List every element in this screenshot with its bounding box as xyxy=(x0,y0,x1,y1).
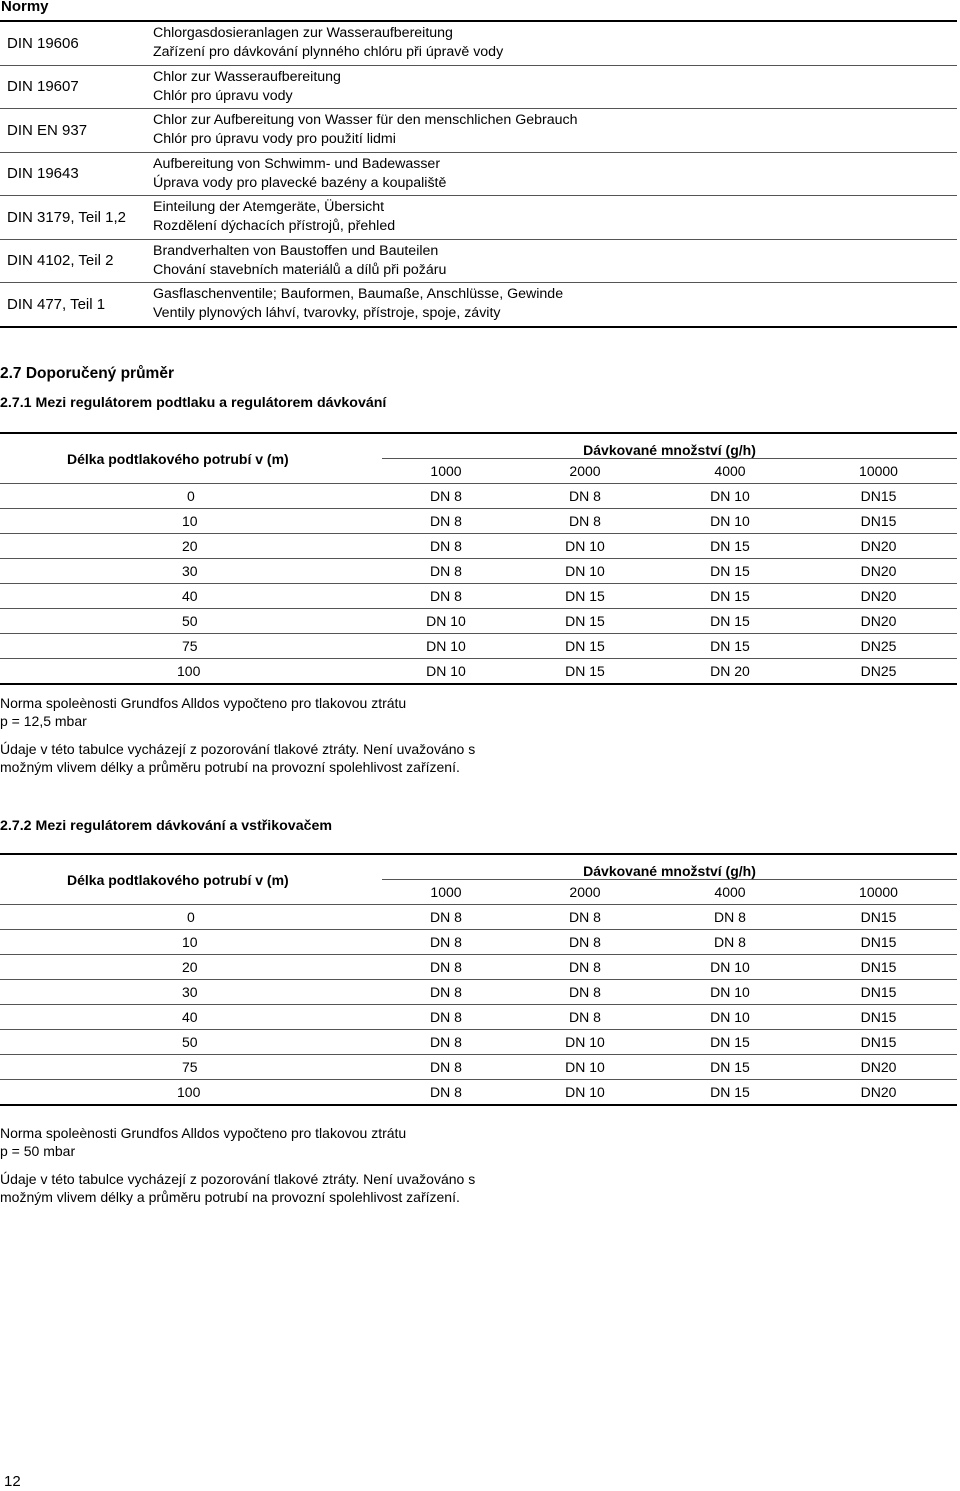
norm-code: DIN EN 937 xyxy=(0,109,153,153)
norm-code: DIN 19643 xyxy=(0,152,153,196)
dosing-table-2-7-1 xyxy=(0,432,957,685)
diameter-cell: DN 8 xyxy=(660,930,800,955)
diameter-cell: DN 10 xyxy=(510,1055,660,1080)
diameter-cell: DN20 xyxy=(800,1080,957,1106)
length-cell xyxy=(0,1080,382,1106)
length-value: 75 xyxy=(182,638,198,654)
table-row xyxy=(0,980,957,1005)
diameter-cell: DN 10 xyxy=(510,1030,660,1055)
length-value: 50 xyxy=(182,613,198,629)
table-row xyxy=(0,659,957,685)
norm-title-cz: Úprava vody pro plavecké bazény a koupaliště xyxy=(153,174,447,191)
length-cell xyxy=(0,484,382,509)
length-value: 100 xyxy=(177,663,201,679)
length-cell xyxy=(0,559,382,584)
norm-title-de: Chlorgasdosieranlagen zur Wasseraufbereitung xyxy=(153,25,453,42)
diameter-cell: DN 10 xyxy=(660,509,800,534)
norm-title-cz: Chlór pro úpravu vody xyxy=(153,87,293,104)
diameter-cell: DN15 xyxy=(800,509,957,534)
diameter-cell: DN 8 xyxy=(510,930,660,955)
length-cell xyxy=(0,930,382,955)
norm-title-cz: Chlór pro úpravu vody pro použití lidmi xyxy=(153,131,396,148)
norm-row xyxy=(0,196,957,240)
diameter-cell: DN 10 xyxy=(510,1080,660,1106)
diameter-cell: DN20 xyxy=(800,534,957,559)
length-cell xyxy=(0,659,382,685)
norm-title-de: Chlor zur Wasseraufbereitung xyxy=(153,68,341,85)
diameter-cell: DN 8 xyxy=(382,534,510,559)
diameter-cell: DN 8 xyxy=(382,1005,510,1030)
diameter-cell: DN 8 xyxy=(382,509,510,534)
length-value: 75 xyxy=(182,1059,198,1075)
norm-description xyxy=(153,196,957,240)
table-header xyxy=(0,854,957,905)
table-row xyxy=(0,1030,957,1055)
flow-value-header: 4000 xyxy=(660,880,800,905)
diameter-cell: DN15 xyxy=(800,1005,957,1030)
table-row xyxy=(0,634,957,659)
length-cell xyxy=(0,1030,382,1055)
diameter-cell: DN 15 xyxy=(660,1030,800,1055)
length-value: 10 xyxy=(182,513,198,529)
diameter-cell: DN 15 xyxy=(660,559,800,584)
note-text: p = 12,5 mbar xyxy=(0,713,87,729)
table-row xyxy=(0,1080,957,1106)
norm-title-de: Einteilung der Atemgeräte, Übersicht xyxy=(153,199,385,216)
diameter-cell: DN20 xyxy=(800,584,957,609)
note-text: Údaje v této tabulce vycházejí z pozorování tlakové ztráty. Není uvažováno s možným vlivem délky a průměru potrubí na provozní spolehlivost zařízení. xyxy=(0,1171,476,1205)
table-row xyxy=(0,609,957,634)
diameter-cell: DN25 xyxy=(800,659,957,685)
normy-title: Normy xyxy=(1,0,49,15)
diameter-cell: DN 15 xyxy=(510,609,660,634)
normy-table xyxy=(0,20,957,328)
norm-title-cz: Chování stavebních materiálů a dílů při požáru xyxy=(153,261,447,278)
table-row xyxy=(0,509,957,534)
diameter-cell: DN 10 xyxy=(510,559,660,584)
table-row xyxy=(0,955,957,980)
section-heading-2-7-2: 2.7.2 Mezi regulátorem dávkování a vstřikovačem xyxy=(0,818,332,834)
norm-description xyxy=(153,109,957,153)
table-body xyxy=(0,905,957,1106)
column-header-length: Délka podtlakového potrubí v (m) xyxy=(0,854,382,905)
header-row xyxy=(0,433,957,459)
table-note-2-7-2 xyxy=(0,1124,480,1206)
diameter-cell: DN 10 xyxy=(382,609,510,634)
diameter-cell: DN15 xyxy=(800,905,957,930)
table-row xyxy=(0,905,957,930)
flow-value-header: 2000 xyxy=(510,459,660,484)
norm-code: DIN 19607 xyxy=(0,65,153,109)
diameter-cell: DN 8 xyxy=(510,1005,660,1030)
diameter-cell: DN 8 xyxy=(382,1080,510,1106)
norm-code: DIN 477, Teil 1 xyxy=(0,283,153,327)
length-cell xyxy=(0,584,382,609)
diameter-cell: DN 10 xyxy=(660,980,800,1005)
length-value: 40 xyxy=(182,1009,198,1025)
diameter-cell: DN 8 xyxy=(510,484,660,509)
diameter-cell: DN 10 xyxy=(660,955,800,980)
note-text: Norma spoleènosti Grundfos Alldos vypočteno pro tlakovou ztrátu xyxy=(0,1125,407,1141)
diameter-cell: DN 10 xyxy=(510,534,660,559)
diameter-cell: DN15 xyxy=(800,955,957,980)
length-value: 100 xyxy=(177,1084,201,1100)
length-cell xyxy=(0,509,382,534)
diameter-cell: DN 15 xyxy=(660,634,800,659)
flow-value-header: 4000 xyxy=(660,459,800,484)
length-cell xyxy=(0,955,382,980)
norm-code: DIN 4102, Teil 2 xyxy=(0,239,153,283)
length-value: 50 xyxy=(182,1034,198,1050)
norm-title-cz: Ventily plynových láhví, tvarovky, přístroje, spoje, závity xyxy=(153,305,501,322)
norm-row xyxy=(0,109,957,153)
diameter-cell: DN 10 xyxy=(660,1005,800,1030)
diameter-cell: DN 8 xyxy=(510,905,660,930)
diameter-cell: DN 8 xyxy=(510,955,660,980)
diameter-cell: DN 8 xyxy=(382,980,510,1005)
length-value: 30 xyxy=(182,563,198,579)
norm-description xyxy=(153,283,957,327)
length-cell xyxy=(0,1005,382,1030)
norm-row xyxy=(0,65,957,109)
length-value: 20 xyxy=(182,538,198,554)
diameter-cell: DN20 xyxy=(800,559,957,584)
diameter-cell: DN 15 xyxy=(660,1080,800,1106)
diameter-cell: DN 10 xyxy=(660,484,800,509)
length-cell xyxy=(0,609,382,634)
length-value: 10 xyxy=(182,934,198,950)
diameter-cell: DN 8 xyxy=(382,559,510,584)
note-text: Norma spoleènosti Grundfos Alldos vypočteno pro tlakovou ztrátu xyxy=(0,695,407,711)
diameter-cell: DN 8 xyxy=(382,905,510,930)
length-cell xyxy=(0,1055,382,1080)
norm-description xyxy=(153,65,957,109)
section-heading-2-7-1: 2.7.1 Mezi regulátorem podtlaku a regulátorem dávkování xyxy=(0,395,387,411)
column-header-dosing-amount: Dávkované množství (g/h) xyxy=(382,433,957,459)
table-row xyxy=(0,559,957,584)
diameter-cell: DN15 xyxy=(800,1030,957,1055)
diameter-cell: DN15 xyxy=(800,930,957,955)
diameter-cell: DN 15 xyxy=(510,659,660,685)
diameter-cell: DN25 xyxy=(800,634,957,659)
length-cell xyxy=(0,634,382,659)
diameter-cell: DN 10 xyxy=(382,659,510,685)
header-row xyxy=(0,854,957,880)
table-row xyxy=(0,1055,957,1080)
norm-code: DIN 19606 xyxy=(0,21,153,65)
diameter-cell: DN15 xyxy=(800,980,957,1005)
length-cell xyxy=(0,534,382,559)
table-row xyxy=(0,584,957,609)
table-header xyxy=(0,433,957,484)
diameter-cell: DN15 xyxy=(800,484,957,509)
length-value: 30 xyxy=(182,984,198,1000)
diameter-cell: DN 8 xyxy=(510,509,660,534)
diameter-cell: DN 15 xyxy=(660,534,800,559)
diameter-cell: DN 15 xyxy=(510,584,660,609)
diameter-cell: DN 10 xyxy=(382,634,510,659)
table-note-2-7-1 xyxy=(0,694,480,776)
diameter-cell: DN 8 xyxy=(382,584,510,609)
table-row xyxy=(0,930,957,955)
table-row xyxy=(0,1005,957,1030)
diameter-cell: DN 8 xyxy=(382,955,510,980)
norm-title-de: Brandverhalten von Baustoffen und Bauteilen xyxy=(153,242,439,259)
flow-value-header: 10000 xyxy=(800,459,957,484)
diameter-cell: DN20 xyxy=(800,1055,957,1080)
norm-description xyxy=(153,21,957,65)
norm-description xyxy=(153,239,957,283)
diameter-cell: DN 8 xyxy=(382,1030,510,1055)
diameter-cell: DN 15 xyxy=(660,609,800,634)
norm-title-cz: Rozdělení dýchacích přístrojů, přehled xyxy=(153,218,396,235)
section-heading-2-7: 2.7 Doporučený průměr xyxy=(0,365,174,382)
norm-title-de: Aufbereitung von Schwimm- und Badewasser xyxy=(153,155,441,172)
length-value: 0 xyxy=(187,909,195,925)
diameter-cell: DN 8 xyxy=(660,905,800,930)
length-value: 20 xyxy=(182,959,198,975)
norm-code: DIN 3179, Teil 1,2 xyxy=(0,196,153,240)
table-row xyxy=(0,484,957,509)
flow-value-header: 1000 xyxy=(382,880,510,905)
norm-row xyxy=(0,21,957,65)
diameter-cell: DN 8 xyxy=(382,930,510,955)
note-text: Údaje v této tabulce vycházejí z pozorování tlakové ztráty. Není uvažováno s možným vlivem délky a průměru potrubí na provozní spolehlivost zařízení. xyxy=(0,741,476,775)
norm-row xyxy=(0,239,957,283)
length-cell xyxy=(0,980,382,1005)
norm-title-de: Gasflaschenventile; Bauformen, Baumaße, Anschlüsse, Gewinde xyxy=(153,286,564,303)
diameter-cell: DN 15 xyxy=(660,1055,800,1080)
column-header-length: Délka podtlakového potrubí v (m) xyxy=(0,433,382,484)
table-row xyxy=(0,534,957,559)
norm-description xyxy=(153,152,957,196)
page-number: 12 xyxy=(4,1473,21,1490)
diameter-cell: DN 20 xyxy=(660,659,800,685)
diameter-cell: DN 15 xyxy=(660,584,800,609)
length-cell xyxy=(0,905,382,930)
dosing-table-2-7-2 xyxy=(0,853,957,1106)
flow-value-header: 10000 xyxy=(800,880,957,905)
norm-title-de: Chlor zur Aufbereitung von Wasser für den menschlichen Gebrauch xyxy=(153,112,578,129)
length-value: 40 xyxy=(182,588,198,604)
diameter-cell: DN 8 xyxy=(510,980,660,1005)
norm-row xyxy=(0,283,957,327)
length-value: 0 xyxy=(187,488,195,504)
norm-row xyxy=(0,152,957,196)
table-body xyxy=(0,484,957,685)
diameter-cell: DN 15 xyxy=(510,634,660,659)
column-header-dosing-amount: Dávkované množství (g/h) xyxy=(382,854,957,880)
flow-value-header: 2000 xyxy=(510,880,660,905)
diameter-cell: DN 8 xyxy=(382,484,510,509)
diameter-cell: DN 8 xyxy=(382,1055,510,1080)
norm-title-cz: Zařízení pro dávkování plynného chlóru při úpravě vody xyxy=(153,44,504,61)
flow-value-header: 1000 xyxy=(382,459,510,484)
diameter-cell: DN20 xyxy=(800,609,957,634)
note-text: p = 50 mbar xyxy=(0,1143,76,1159)
